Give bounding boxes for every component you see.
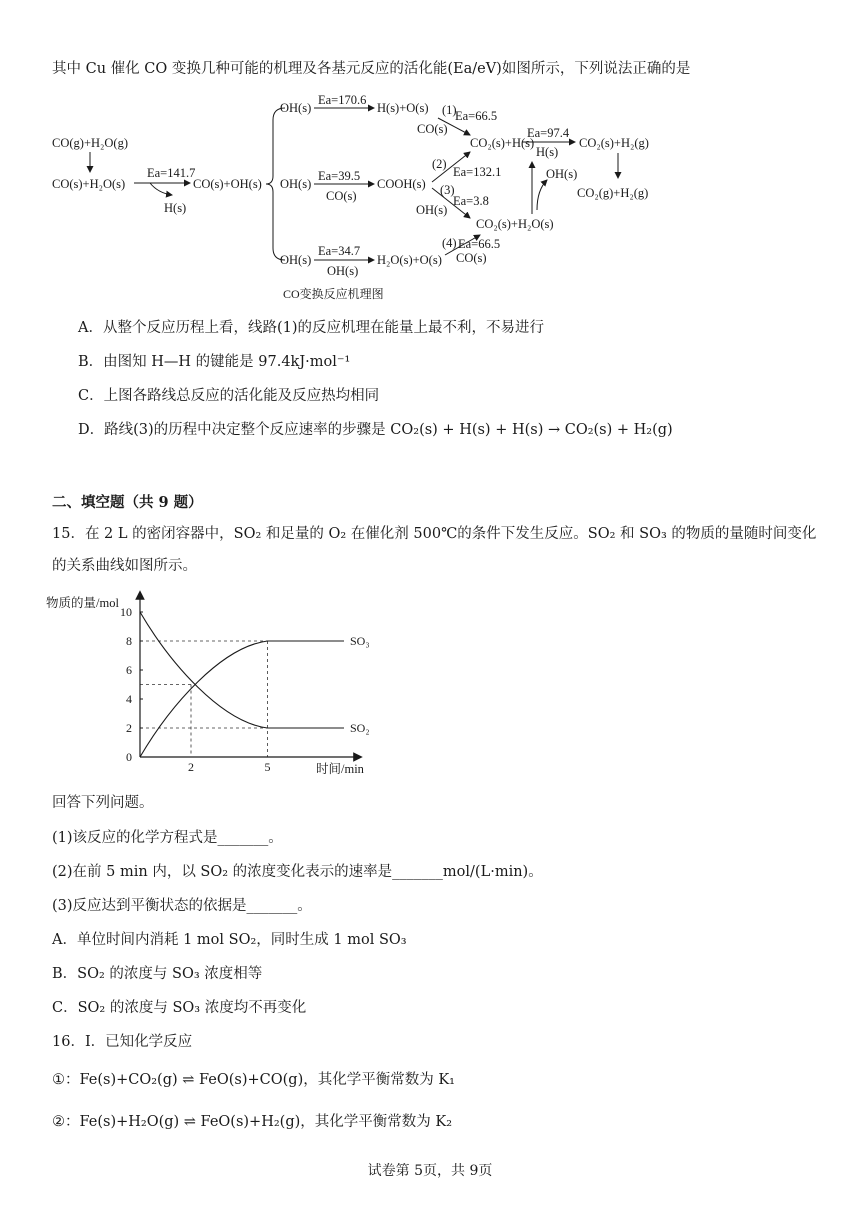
start-bottom-label: CO(s)+H₂O(s) [52, 177, 126, 191]
diagram-caption: CO变换反应机理图 [283, 287, 384, 301]
oh-label-1: OH(s) [280, 101, 312, 115]
so2-so3-chart [40, 585, 380, 780]
y-tick-label: 0 [126, 750, 132, 764]
q16-equation-1: ①：Fe(s)+CO₂(g) ⇌ FeO(s)+CO(g)，其化学平衡常数为 K₁ [52, 1072, 455, 1088]
q16-equation-2: ②：Fe(s)+H₂O(g) ⇌ FeO(s)+H₂(g)，其化学平衡常数为 K₂ [52, 1114, 453, 1130]
oh-label-2: OH(s) [280, 177, 312, 191]
co2-h2o-label: CO₂(s)+H₂O(s) [476, 217, 554, 231]
q15-sub-3: (3)反应达到平衡状态的依据是_______。 [52, 898, 312, 914]
y-tick-label: 2 [126, 721, 132, 735]
series-so2-line [140, 612, 344, 728]
co2-h2-product-label: CO₂(s)+H₂(g) [579, 136, 649, 150]
h-o-label: H(s)+O(s) [377, 101, 429, 115]
co-s-label-c: CO(s) [456, 251, 487, 265]
start-top-label: CO(g)+H₂O(g) [52, 136, 128, 150]
y-tick-label: 8 [126, 634, 132, 648]
q14-option-c[interactable]: C．上图各路线总反应的活化能及反应热均相同 [78, 388, 380, 404]
co-s-label-a: CO(s) [417, 122, 448, 136]
co-oh-label: CO(s)+OH(s) [193, 177, 262, 191]
q15-answer-prompt: 回答下列问题。 [52, 795, 154, 811]
y-axis-label: 物质的量/mol [46, 596, 119, 610]
ea-34-7: Ea=34.7 [318, 244, 361, 258]
oh-s-label-c: OH(s) [416, 203, 448, 217]
q14-option-d[interactable]: D．路线(3)的历程中决定整个反应速率的步骤是 CO₂(s) + H(s) + H(s) → CO₂(s) + H₂(g) [78, 422, 673, 438]
page-footer: 试卷第 5页，共 9页 [367, 1163, 493, 1179]
h-s-label-b: H(s) [536, 145, 559, 159]
q15-option-c[interactable]: C．SO₂ 的浓度与 SO₃ 浓度均不再变化 [52, 1000, 307, 1016]
y-tick-label: 6 [126, 663, 132, 677]
co-s-label-b: CO(s) [326, 189, 357, 203]
q15-stem-line1: 15．在 2 L 的密闭容器中，SO₂ 和足量的 O₂ 在催化剂 500℃的条件下发生反应。SO₂ 和 SO₃ 的物质的量随时间变化 [52, 526, 817, 542]
oh-s-label-d: OH(s) [327, 264, 359, 278]
ea-97-4: Ea=97.4 [527, 126, 570, 140]
q14-option-a[interactable]: A．从整个反应历程上看，线路(1)的反应机理在能量上最不利，不易进行 [78, 320, 545, 336]
q15-option-a[interactable]: A．单位时间内消耗 1 mol SO₂，同时生成 1 mol SO₃ [52, 932, 407, 948]
series-so2-label: SO₂ [350, 721, 370, 735]
q14-option-b[interactable]: B．由图知 H—H 的键能是 97.4kJ·mol⁻¹ [78, 354, 351, 370]
oh-s-label-up: OH(s) [546, 167, 578, 181]
x-tick-label: 5 [264, 760, 271, 774]
co2-h-label: CO₂(s)+H(s) [470, 136, 535, 150]
cooh-label: COOH(s) [377, 177, 426, 191]
question-14-intro: 其中 Cu 催化 CO 变换几种可能的机理及各基元反应的活化能(Ea/eV)如图所示，下列说法正确的是 [52, 61, 691, 77]
mechanism-diagram [40, 90, 680, 310]
ea-3-8: Ea=3.8 [453, 194, 489, 208]
ea-66-5-a: Ea=66.5 [455, 109, 498, 123]
q15-sub-1: (1)该反应的化学方程式是_______。 [52, 830, 283, 846]
ea-141-7: Ea=141.7 [147, 166, 196, 180]
q15-sub-2: (2)在前 5 min 内，以 SO₂ 的浓度变化表示的速率是_______mol/(L·min)。 [52, 864, 543, 880]
path-1-label: (1) [442, 103, 457, 117]
series-so3-label: SO₃ [350, 634, 370, 648]
q15-option-b[interactable]: B．SO₂ 的浓度与 SO₃ 浓度相等 [52, 966, 263, 982]
y-tick-label: 10 [120, 605, 132, 619]
x-tick-label: 2 [188, 760, 194, 774]
section-header: 二、填空题（共 9 题） [52, 494, 203, 511]
co2-h2-gas-label: CO₂(g)+H₂(g) [577, 186, 649, 200]
ea-170-6: Ea=170.6 [318, 93, 367, 107]
path-4-label: (4) [442, 236, 457, 250]
ea-39-5: Ea=39.5 [318, 169, 361, 183]
h2o-o-label: H₂O(s)+O(s) [377, 253, 442, 267]
path-3-label: (3) [440, 183, 455, 197]
ea-66-5-b: Ea=66.5 [458, 237, 501, 251]
q16-stem: 16．I．已知化学反应 [52, 1034, 193, 1050]
q15-stem-line2: 的关系曲线如图所示。 [52, 558, 197, 574]
oh-label-3: OH(s) [280, 253, 312, 267]
y-tick-label: 4 [126, 692, 132, 706]
ea-132-1: Ea=132.1 [453, 165, 502, 179]
h-s-label: H(s) [164, 201, 187, 215]
series-so3-line [140, 641, 344, 757]
x-axis-label: 时间/min [316, 762, 364, 776]
path-2-label: (2) [432, 157, 447, 171]
